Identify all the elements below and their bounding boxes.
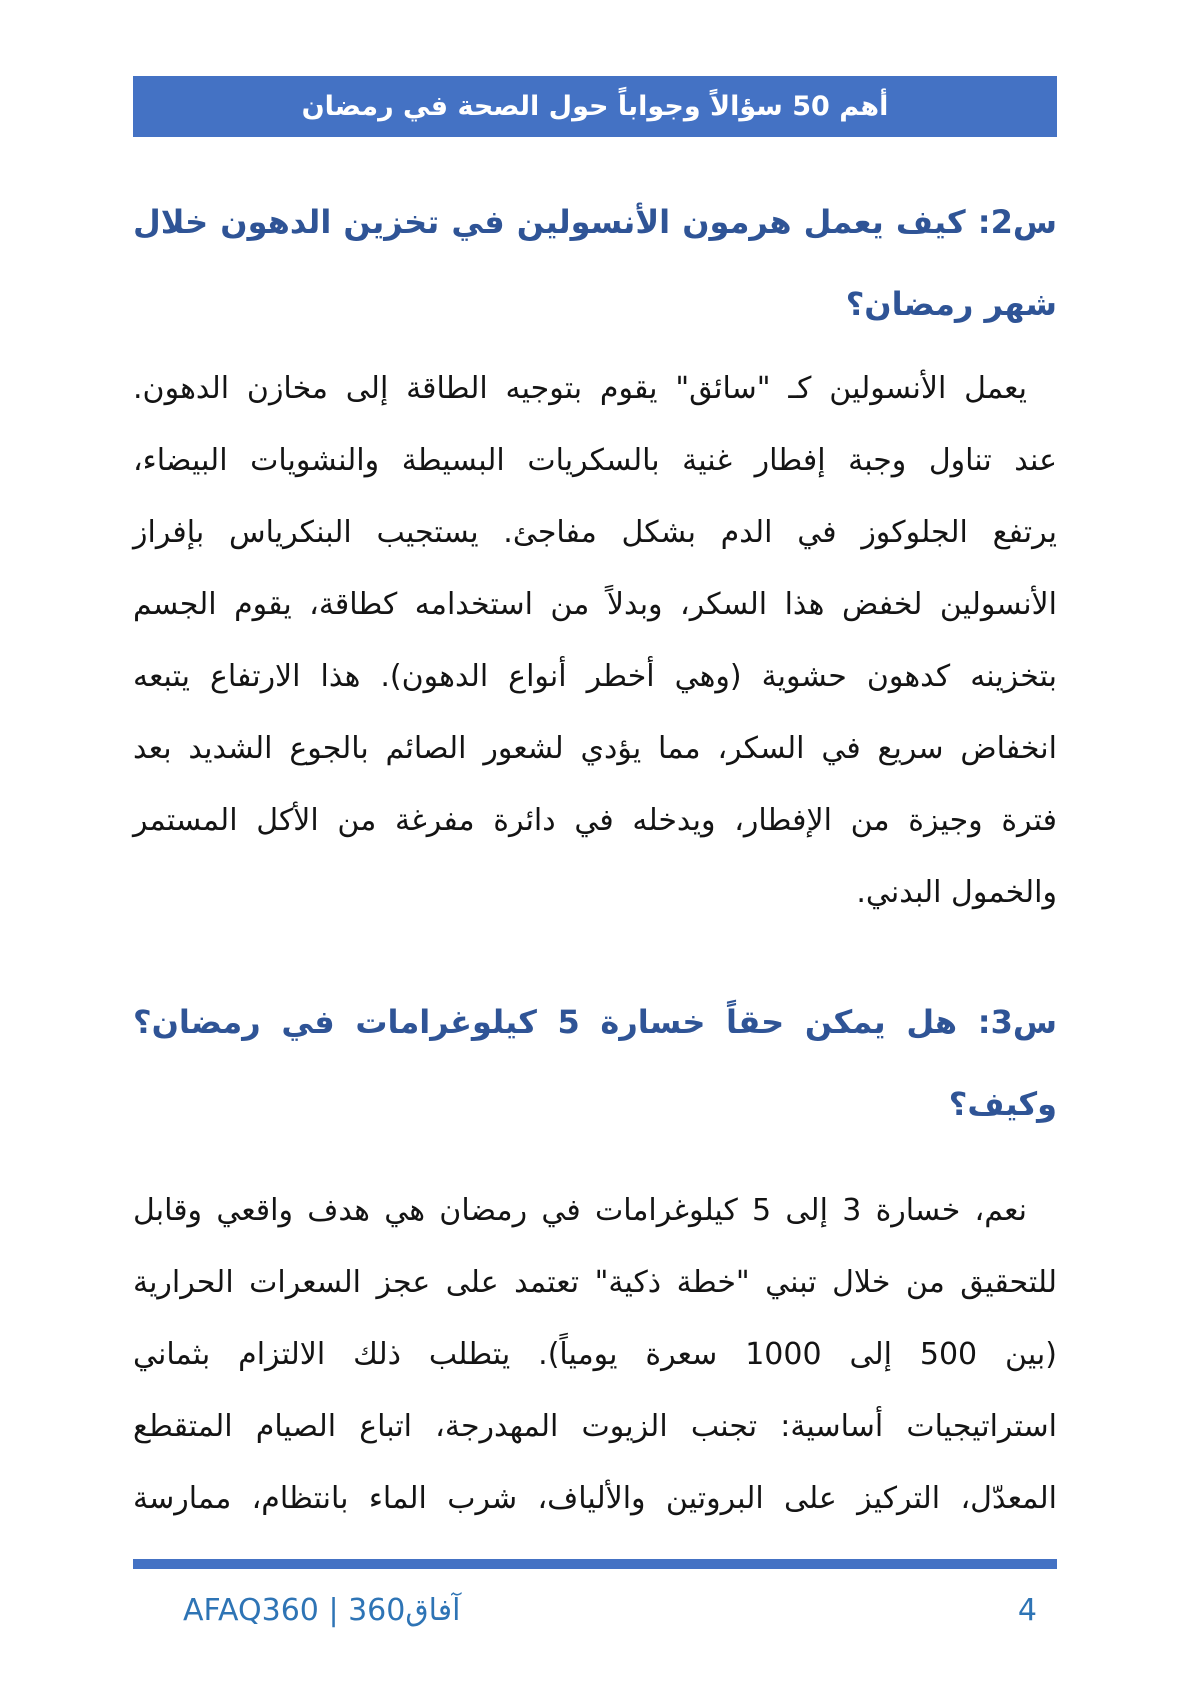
answer-2-paragraph xyxy=(133,353,1057,929)
question-2-heading-line-1: س2: كيف يعمل هرمون الأنسولين في تخزين الدهون خلال xyxy=(133,203,1057,241)
answer-2-line-6: انخفاض سريع في السكر، مما يؤدي لشعور الصائم بالجوع الشديد بعد xyxy=(133,731,1057,766)
answer-2-line-8: والخمول البدني. xyxy=(856,875,1057,910)
answer-3-paragraph xyxy=(133,1175,1057,1535)
answer-2-line-1: يعمل الأنسولين كـ "سائق" يقوم بتوجيه الطاقة إلى مخازن الدهون. xyxy=(133,371,1027,406)
question-2-heading xyxy=(133,181,1057,345)
page-footer xyxy=(133,1583,1057,1639)
answer-2-line-4: الأنسولين لخفض هذا السكر، وبدلاً من استخدامه كطاقة، يقوم الجسم xyxy=(133,587,1057,622)
page-content xyxy=(133,76,1057,1639)
answer-2-line-2: عند تناول وجبة إفطار غنية بالسكريات البسيطة والنشويات البيضاء، xyxy=(133,443,1057,478)
answer-2-line-3: يرتفع الجلوكوز في الدم بشكل مفاجئ. يستجيب البنكرياس بإفراز xyxy=(133,515,1057,550)
question-3-heading xyxy=(133,981,1057,1145)
answer-3-line-2: للتحقيق من خلال تبني "خطة ذكية" تعتمد على عجز السعرات الحرارية xyxy=(133,1265,1057,1300)
page-header-banner xyxy=(133,76,1057,137)
answer-3-line-4: استراتيجيات أساسية: تجنب الزيوت المهدرجة، اتباع الصيام المتقطع xyxy=(133,1409,1057,1444)
answer-2-line-5: بتخزينه كدهون حشوية (وهي أخطر أنواع الدهون). هذا الارتفاع يتبعه xyxy=(133,659,1057,694)
footer-separator-rule xyxy=(133,1559,1057,1569)
answer-3-line-1: نعم، خسارة 3 إلى 5 كيلوغرامات في رمضان هي هدف واقعي وقابل xyxy=(133,1193,1027,1228)
question-3-heading-line-1: س3: هل يمكن حقاً خسارة 5 كيلوغرامات في رمضان؟ وكيف؟ xyxy=(133,1003,1058,1123)
header-banner-title: أهم 50 سؤالاً وجواباً حول الصحة في رمضان xyxy=(301,91,889,122)
answer-3-line-3: (بين 500 إلى 1000 سعرة يومياً). يتطلب ذلك الالتزام بثماني xyxy=(133,1337,1057,1372)
answer-2-line-7: فترة وجيزة من الإفطار، ويدخله في دائرة مفرغة من الأكل المستمر xyxy=(133,803,1057,838)
question-2-heading-line-2: شهر رمضان؟ xyxy=(845,285,1057,323)
footer-page-number: 4 xyxy=(1017,1593,1037,1628)
answer-3-line-5: المعدّل، التركيز على البروتين والألياف، شرب الماء بانتظام، ممارسة xyxy=(133,1481,1057,1516)
footer-brand: آفاق360 | AFAQ360 xyxy=(183,1593,461,1628)
